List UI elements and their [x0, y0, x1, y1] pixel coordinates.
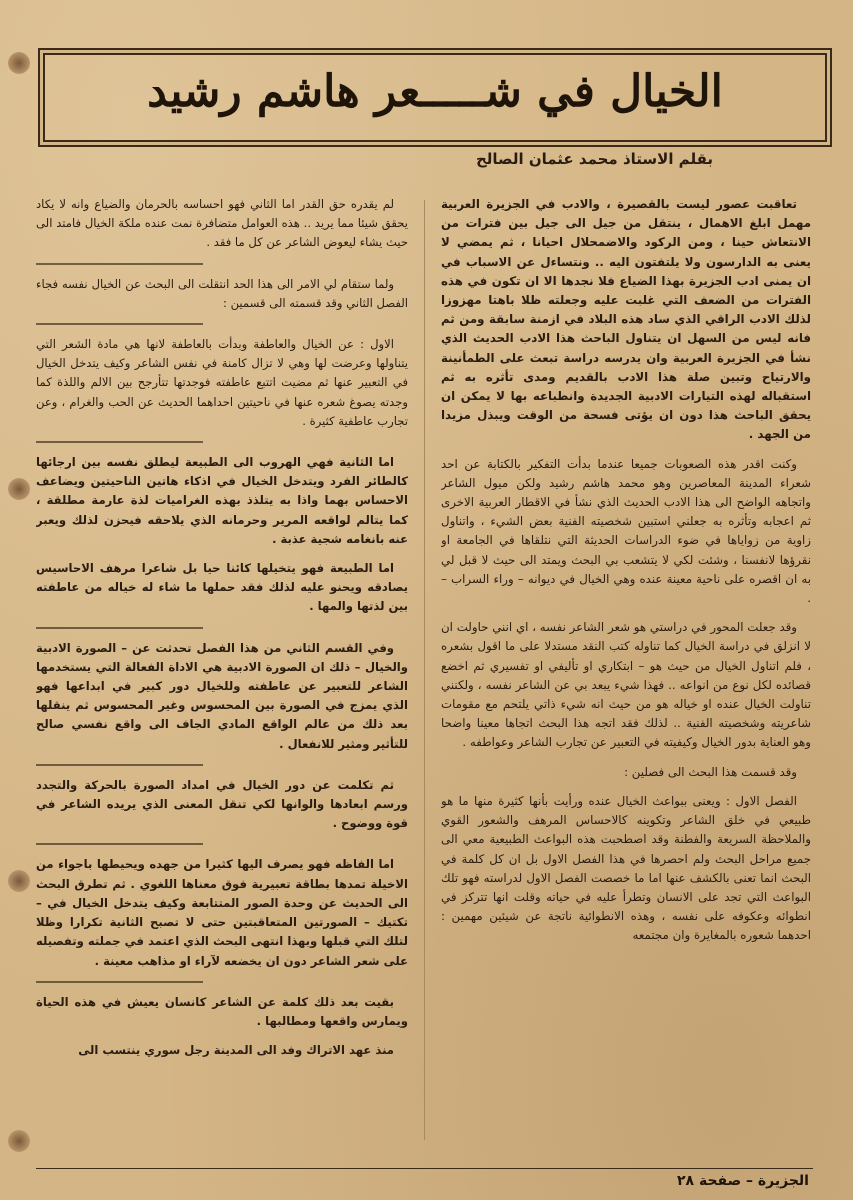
- column-divider: [424, 200, 425, 1140]
- page-footer: الجزيرة – صفحة ٢٨: [677, 1173, 809, 1189]
- section-separator: [36, 981, 203, 983]
- footer-rule: [36, 1168, 813, 1169]
- paragraph: منذ عهد الاتراك وفد الى المدينة رجل سوري ينتسب الى: [78, 1043, 394, 1058]
- section-separator: [36, 323, 203, 325]
- paragraph: الاول : عن الخيال والعاطفة وبدأت بالعاطفة لانها هي مادة الشعر التي يتناولها وعرضت لها وهي لا تزال كامنة في نفس الشاعر وكيف يتدخل الخيال في التعبير عنها ثم مضيت اتتبع عاطفته فوجدتها تتأرجح بين الالم واللذة كما وجدته يصوغ شعره عنها في ناحيتين احداهما الحديث عن الحب والغرام ، وعن تجارب عاطفية كثيرة .: [36, 337, 408, 428]
- section-separator: [36, 764, 203, 766]
- paragraph: ثم تكلمت عن دور الخيال في امداد الصورة بالحركة والتجدد ورسم ابعادها والوانها لكي تنقل المعنى الذي يريده الشاعر في قوة ووضوح .: [36, 777, 408, 831]
- section-separator: [36, 263, 203, 265]
- left-column: [36, 195, 408, 1145]
- article-title: الخيال في شـــــعر هاشم رشيد: [147, 66, 723, 117]
- section-separator: [36, 441, 203, 443]
- title-frame: [38, 48, 832, 147]
- section-separator: [36, 843, 203, 845]
- paragraph: اما الثانية فهي الهروب الى الطبيعة ليطلق نفسه بين ارجائها كالطائر الفرد ويتدخل الخيال في اذكاء هاتين الناحيتين ويضاعف الاحساس بهما واذا به يتلذذ بهذه الغراميات لذة عارمة مطلقة ، كما يتالم لواقعه المرير وحرمانه الذي يلاحقه فيحزن لذلك ويعبر عنه بانغامه شجية عذبة .: [36, 455, 408, 546]
- punch-hole: [8, 870, 30, 892]
- paragraph: اما الفاظه فهو يصرف اليها كثيرا من جهده ويحيطها باجواء من الاخيلة تمدها بطاقة تعبيرية فوق معناها اللغوي . ثم تطرق البحث الى الحديث عن وحدة الصور المتتابعة وكيف يتدخل الخيال في – تكتيك – الصورتين المتعاقبتين حتى لا تصبح الثانية تكرارا وظلا لتلك التي قبلها وبهذا انتهى البحث الذي اعتمد في جملته وتفصيله على شعر الشاعر دون ان يخضعه لآراء او مذاهب معينة .: [36, 857, 408, 968]
- paragraph: ولما ستقام لي الامر الى هذا الحد انتقلت الى البحث عن الخيال نفسه فجاء الفصل الثاني وقد قسمته الى قسمين :: [36, 276, 408, 310]
- paragraph: وقد جعلت المحور في دراستي هو شعر الشاعر نفسه ، اي انني حاولت ان لا انزلق في دراسة الخيال كما تناوله كتب النقد مستدلا على ما اقول بشعره ، فلم اتناول الخيال من حيث هو – ابتكاري او تأليفي او تفسيري ثم اخضع قصائده لكل نوع من انواعه .. فهذا شيء يبعد بي عن الشاعر نفسه ، ولكنني تناولت الخيال عنده او خياله هو من حيث انه شيء ذاتي يلتحم مع مقومات شاعريته وشخصيته الفنية .. لذلك فقد اتجه هذا البحث اتجاها معينا واضحا وهو العناية بدور الخيال وكيفيته في التعبير عن تجارب الشاعر وعواطفه .: [441, 620, 811, 750]
- section-separator: [36, 627, 203, 629]
- right-column: [441, 195, 811, 1145]
- punch-hole: [8, 478, 30, 500]
- paragraph: وفي القسم الثاني من هذا الفصل تحدثت عن – الصورة الادبية والخيال – ذلك ان الصورة الادبية هي الاداة الفعالة التي يستخدمها الشاعر للتعبير عن عاطفته وللخيال دور كبير في ابداعها فهو الذي يمزج في الصورة بين المحسوس وغير المحسوس ثم ينقلها بعد ذلك من عالم الواقع المادي الجاف الى واقع نفسي صالح للتأثير ومثير للانفعال .: [36, 640, 408, 751]
- paragraph: وقد قسمت هذا البحث الى فصلين :: [624, 764, 797, 779]
- paragraph: تعاقبت عصور ليست بالقصيرة ، والادب في الجزيرة العربية مهمل ابلغ الاهمال ، ينتقل من جيل الى جيل بين فترات من الانتعاش حينا ، ومن الركود والاضمحلال احيانا ، ثم يمضي لا يعنى به الدارسون ولا يلتفتون اليه .. ونتساءل عن الاسباب في ان يمنى ادب الجزيرة بهذا الضياع فلا نجدها الا ان تكون في هذه الفترات من الضعف التي غلبت عليه وجعلته ظلا باهتا مهزوزا لذلك الادب الراقي الذي ساد هذه البلاد في ازمنة سابقة ومن ثم فانه ليس من السهل ان يتناول الباحث هذا الادب الحديث الذي نشأ في الجزيرة العربية وان يدرسه دراسة تبعث على الطمأنينة والارتياح وتبين صلة هذا الادب بالقديم ومدى تأثره به ثم استقباله لهذه التيارات الادبية الجديدة وانطباعه بها لا يمكن ان يحقق الباحث هذا دون ان يؤتى فسحة من الوقت ويبذل مزيدا من الجهد .: [441, 197, 811, 442]
- punch-hole: [8, 52, 30, 74]
- paragraph: اما الطبيعة فهو يتخيلها كائنا حيا بل شاعرا مرهف الاحاسيس يصادقه ويحنو عليه لذلك فقد حملها ما شاء له خياله من عاطفته بين لذتها والمها .: [36, 561, 408, 614]
- article-byline: بقلم الاستاذ محمد عثمان الصالح: [475, 150, 713, 168]
- paragraph: بقيت بعد ذلك كلمة عن الشاعر كانسان يعيش في هذه الحياة ويمارس واقعها ومطالبها .: [36, 994, 408, 1028]
- punch-hole: [8, 1130, 30, 1152]
- paragraph: وكنت اقدر هذه الصعوبات جميعا عندما بدأت التفكير بالكتابة عن احد شعراء المدينة المعاصرين وهو محمد هاشم رشيد ولكن ميول الشاعر واتجاهه الواضح الى هذا الادب الحديث الذي نشأ في الاقطار العربية الاخرى ثم اعجابه وتأثره به جعلني استبين شخصيته الفنية بعض الشيء ، واتناول زاوية من زواياها في ضوء الدراسات الحديثة التي نتلقاها في الجامعة او نقرؤها لانفسنا ، وشئت لكي لا يتشعب بي البحث ويمتد الى حيث لا قبل لي به ان اقصره على ناحية معينة عنده وهي الخيال في ديوانه – وراء السراب – .: [441, 456, 811, 606]
- paragraph: الفصل الاول : ويعنى ببواعث الخيال عنده ورأيت بأنها كثيرة منها ما هو طبيعي في خلق الشاعر وتكوينه كالاحساس المرهف والشعور القوي والملاحظة السريعة والفطنة وقد اصطحبت هذه البواعث الطبيعية معي الى جميع مراحل البحث ولم احصرها في هذا الفصل الاول بل ان كل كلمة في البحث انما تعنى بالكشف عنها اما ما خصصت الفصل الاول لدراسته فهو تلك البواعث التي تجد على الانسان وتطرأ عليه في حياته وقلت انها تتركز في انطوائه وعكوفه على نفسه ، وهذه الانطوائية ناتجة عن شيئين مهمين : احدهما شعوره بالمغايرة وان مجتمعه: [441, 793, 811, 943]
- binding-holes: [8, 0, 38, 1200]
- paragraph: لم يقدره حق القدر اما الثاني فهو احساسه بالحرمان والضياع وانه لا يكاد يحقق شيئا مما يريد .. هذه العوامل متضافرة نمت عنده ملكة الخيال فامتد الى حيث يشاء ليعوض الشاعر عن كل ما فقد .: [36, 197, 408, 250]
